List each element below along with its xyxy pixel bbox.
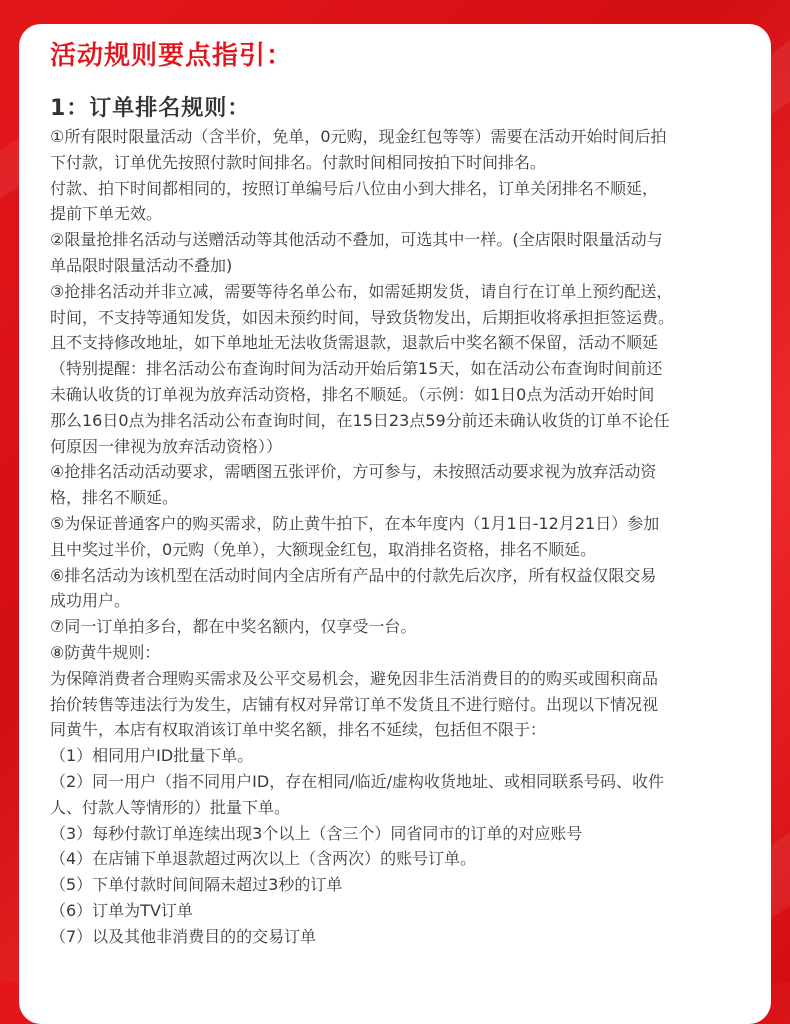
rules-body [50, 124, 741, 950]
section-title: 1：订单排名规则： [50, 96, 251, 121]
rule-line: 格，排名不顺延。 [50, 488, 179, 508]
rule-line: ⑧防黄牛规则： [50, 642, 161, 662]
rule-line: 人、付款人等情形的）批量下单。 [50, 797, 291, 817]
rule-line: 何原因一律视为放弃活动资格）） [50, 436, 283, 456]
rule-line: 那么16日0点为排名活动公布查询时间，在15日23点59分前还未确认收货的订单不论任 [50, 410, 670, 430]
rule-line: 成功用户。 [50, 591, 131, 611]
page-title: 活动规则要点指引： [50, 41, 294, 71]
rule-line: 付款、拍下时间都相同的，按照订单编号后八位由小到大排名，订单关闭排名不顺延， [50, 178, 659, 198]
rule-line: （特别提醒：排名活动公布查询时间为活动开始后第15天，如在活动公布查询时间前还 [50, 359, 663, 379]
rule-line: 同黄牛，本店有权取消该订单中奖名额，排名不延续，包括但不限于： [50, 720, 547, 740]
rule-line: 下付款，订单优先按照付款时间排名。付款时间相同按拍下时间排名。 [50, 152, 547, 172]
rule-line: 且不支持修改地址，如下单地址无法收货需退款，退款后中奖名额不保留，活动不顺延 [50, 333, 659, 353]
rules-card [19, 24, 771, 1024]
rule-line: 抬价转售等违法行为发生，店铺有权对异常订单不发货且不进行赔付。出现以下情况视 [50, 694, 659, 714]
rule-line: （5）下单付款时间间隔未超过3秒的订单 [50, 875, 343, 895]
rule-line: ②限量抢排名活动与送赠活动等其他活动不叠加，可选其中一样。(全店限时限量活动与 [50, 230, 663, 250]
rule-line: （1）相同用户ID批量下单。 [50, 746, 254, 766]
rule-line: （7）以及其他非消费目的的交易订单 [50, 926, 317, 946]
rule-line: ⑥排名活动为该机型在活动时间内全店所有产品中的付款先后次序，所有权益仅限交易 [50, 565, 657, 585]
rule-line: 单品限时限量活动不叠加) [50, 255, 233, 275]
rule-line: ⑤为保证普通客户的购买需求，防止黄牛拍下，在本年度内（1月1日-12月21日）参加 [50, 513, 660, 533]
rule-line: 未确认收货的订单视为放弃活动资格，排名不顺延。（示例：如1日0点为活动开始时间 [50, 384, 655, 404]
rule-line: （3）每秒付款订单连续出现3个以上（含三个）同省同市的订单的对应账号 [50, 823, 583, 843]
rule-line: （4）在店铺下单退款超过两次以上（含两次）的账号订单。 [50, 849, 477, 869]
rule-line: ④抢排名活动活动要求，需晒图五张评价，方可参与，未按照活动要求视为放弃活动资 [50, 462, 657, 482]
rule-line: ⑦同一订单拍多台，都在中奖名额内，仅享受一台。 [50, 617, 417, 637]
rule-line: 且中奖过半价，0元购（免单），大额现金红包，取消排名资格，排名不顺延。 [50, 539, 597, 559]
rule-line: （6）订单为TV订单 [50, 900, 193, 920]
rule-line: ①所有限时限量活动（含半价，免单，0元购，现金红包等等）需要在活动开始时间后拍 [50, 127, 667, 146]
rule-line: 提前下单无效。 [50, 204, 163, 224]
rule-line: 时间，不支持等通知发货，如因未预约时间，导致货物发出，后期拒收将承担拒签运费。 [50, 307, 675, 327]
rule-line: ③抢排名活动并非立减，需要等待名单公布，如需延期发货，请自行在订单上预约配送， [50, 281, 673, 301]
rule-line: （2）同一用户（指不同用户ID，存在相同/临近/虚构收货地址、或相同联系号码、收件 [50, 771, 665, 791]
rule-line: 为保障消费者合理购买需求及公平交易机会，避免因非生活消费目的的购买或囤积商品 [50, 668, 659, 688]
